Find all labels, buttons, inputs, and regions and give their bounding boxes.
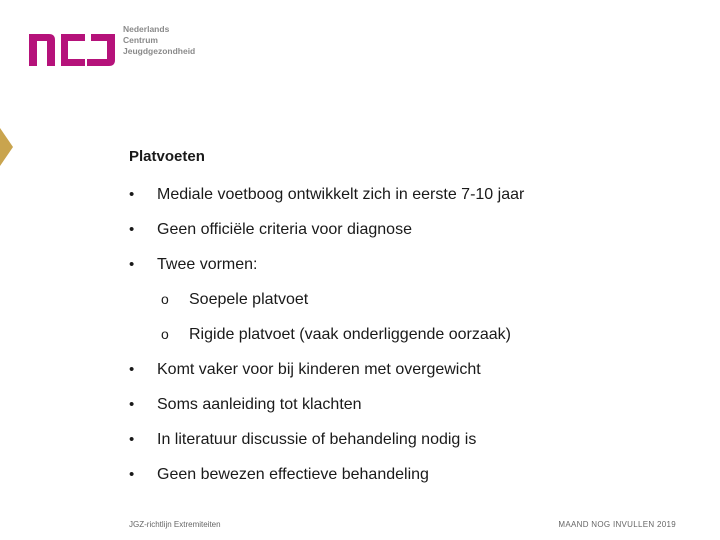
ncj-logo — [27, 24, 207, 68]
side-tab-marker — [0, 128, 14, 166]
bullet-marker: • — [129, 256, 135, 273]
logo-line-2: Centrum — [123, 35, 158, 45]
sub-bullet-text: Rigide platvoet (vaak onderliggende oorzaak) — [189, 326, 511, 343]
logo-line-1: Nederlands — [123, 24, 170, 34]
bullet-marker: • — [129, 431, 135, 448]
slide-title: Platvoeten — [129, 148, 205, 165]
footer-source: JGZ-richtlijn Extremiteiten — [129, 520, 221, 529]
logo-wordmark — [123, 24, 195, 57]
bullet-text: Mediale voetboog ontwikkelt zich in eerste 7-10 jaar — [157, 186, 525, 203]
sub-bullet-marker: o — [161, 291, 169, 307]
bullet-text: Geen officiële criteria voor diagnose — [157, 221, 412, 238]
bullet-marker: • — [129, 221, 135, 238]
bullet-marker: • — [129, 186, 135, 203]
bullet-text: In literatuur discussie of behandeling nodig is — [157, 431, 477, 448]
bullet-text: Soms aanleiding tot klachten — [157, 396, 362, 413]
logo-line-3: Jeugdgezondheid — [123, 46, 196, 56]
bullet-text: Komt vaker voor bij kinderen met overgewicht — [157, 361, 481, 378]
sub-bullet-marker: o — [161, 326, 169, 342]
sub-bullet-text: Soepele platvoet — [189, 291, 309, 308]
bullet-marker: • — [129, 396, 135, 413]
bullet-marker: • — [129, 466, 135, 483]
bullet-text: Geen bewezen effectieve behandeling — [157, 466, 429, 483]
footer-date: MAAND NOG INVULLEN 2019 — [558, 520, 676, 529]
ncj-logo-mark — [27, 26, 119, 68]
bullet-text: Twee vormen: — [157, 256, 258, 273]
bullet-marker: • — [129, 361, 135, 378]
